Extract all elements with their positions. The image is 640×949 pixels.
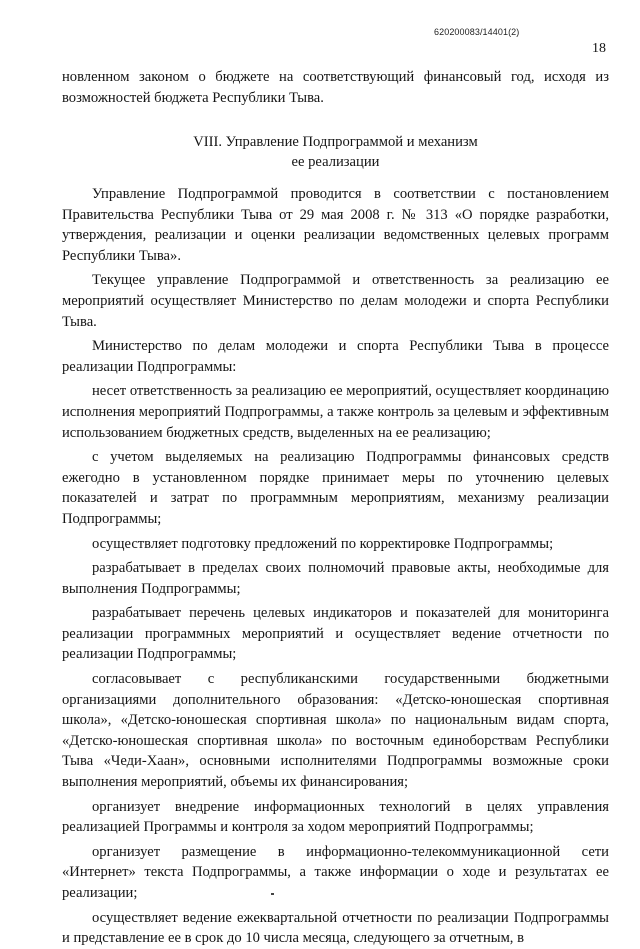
- paragraph-3: Министерство по делам молодежи и спорта Республики Тыва в процессе реализации Подпрограммы:: [62, 338, 609, 375]
- paragraph-12: осуществляет ведение ежеквартальной отчетности по реализации Подпрограммы и представление ее в срок до 10 числа месяца, следующего за отчетным, в: [62, 909, 609, 947]
- paragraph-9: согласовывает с республиканскими государственными бюджетными организациями дополнительного образования: «Детско-юношеская спортивная школа», «Детско-юношеская спортивная школа» по национальным видам спорта, «Детско-юношеская спортивная школа» по восточным единоборствам Республики Тыва «Чеди-Хаан», основными исполнителями Подпрограммы возможные сроки выполнения мероприятий, объемы их финансирования;: [62, 671, 609, 791]
- paragraph-11: организует размещение в информационно-телекоммуникационной сети «Интернет» текста Подпрограммы, а также информации о ходе и результатах ее реализации;: [62, 843, 609, 901]
- paragraph-7: разрабатывает в пределах своих полномочий правовые акты, необходимые для выполнения Подпрограммы;: [62, 560, 609, 597]
- paragraph-6: осуществляет подготовку предложений по корректировке Подпрограммы;: [92, 535, 554, 552]
- intro-line-1: новленном законом о бюджете на соответствующий финансовый год, исходя из: [62, 69, 609, 85]
- section-body: [62, 184, 609, 949]
- document-code: 620200083/14401(2): [434, 27, 520, 37]
- paragraph-10: организует внедрение информационных технологий в целях управления реализацией Программы и контроля за ходом мероприятий Подпрограммы;: [62, 798, 609, 836]
- paragraph-5: с учетом выделяемых на реализацию Подпрограммы финансовых средств ежегодно в установленном порядке принимает меры по уточнению целевых показателей и затрат по программным мероприятиям, механизму реализации Подпрограммы;: [62, 449, 609, 527]
- intro-line-2: возможностей бюджета Республики Тыва.: [62, 89, 324, 106]
- paragraph-2: Текущее управление Подпрограммой и ответственность за реализацию ее мероприятий осуществляет Министерство по делам молодежи и спорта Республики Тыва.: [62, 272, 609, 330]
- scan-artifact-mark: [271, 893, 274, 895]
- section-heading: [62, 132, 609, 172]
- paragraph-1: Управление Подпрограммой проводится в соответствии с постановлением Правительства Республики Тыва от 29 мая 2008 г. № 313 «О порядке разработки, утверждения, реализации и оценки реализации ведомственных целевых программ Республики Тыва».: [62, 186, 609, 264]
- page-number: 18: [592, 41, 606, 56]
- paragraph-8: разрабатывает перечень целевых индикаторов и показателей для мониторинга реализации программных мероприятий и осуществляет ведение отчетности по реализации Подпрограммы;: [62, 605, 609, 663]
- section-title-line-1: VIII. Управление Подпрограммой и механизм: [193, 134, 478, 150]
- intro-block: [62, 67, 609, 108]
- paragraph-4: несет ответственность за реализацию ее мероприятий, осуществляет координацию исполнения мероприятий Подпрограммы, а также контроль за целевым и эффективным использованием бюджетных средств, выделенных на ее реализацию;: [62, 383, 609, 441]
- section-title-line-2: ее реализации: [291, 154, 380, 170]
